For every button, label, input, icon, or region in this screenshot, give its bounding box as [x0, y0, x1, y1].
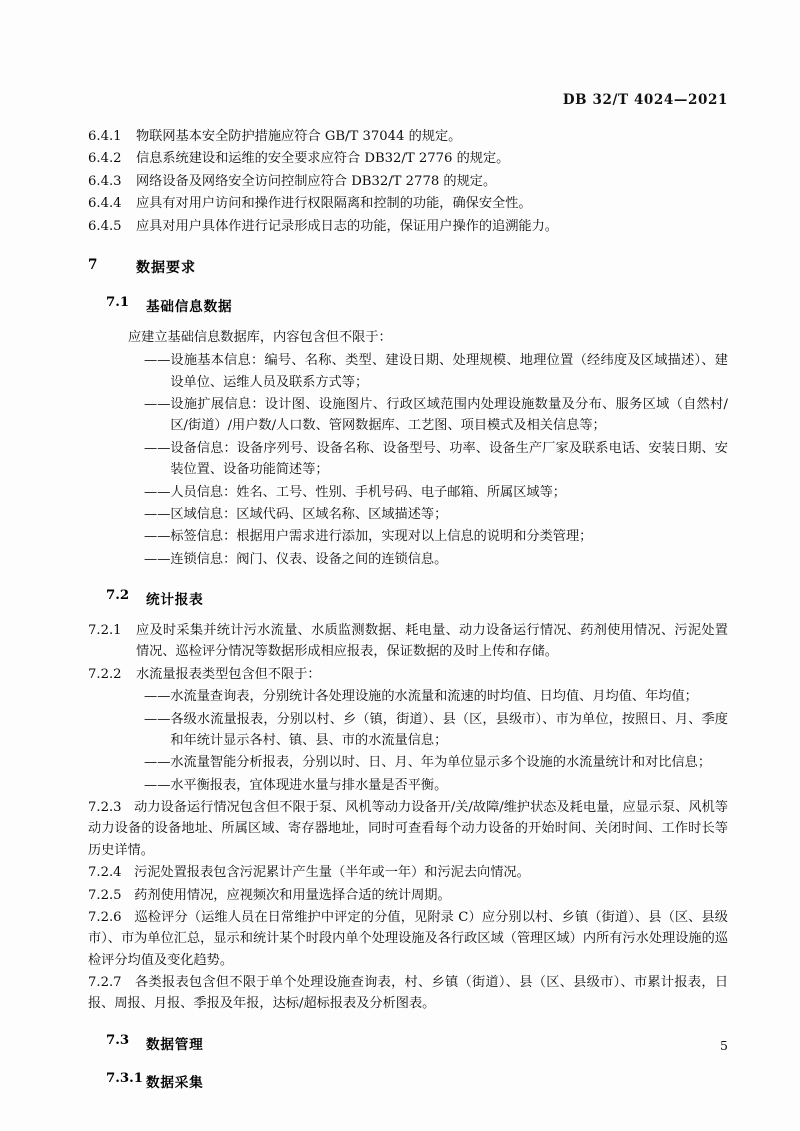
- dash-list-7-1: [88, 350, 728, 570]
- clause-text: 网络设备及网络安全访问控制应符合 DB32/T 2778 的规定。: [136, 173, 497, 189]
- list-item-text: 设备信息：设备序列号、设备名称、设备型号、功率、设备生产厂家及联系电话、安装日期、安装位置、设备功能简述等；: [170, 440, 728, 478]
- list-item: [88, 752, 728, 773]
- section-title: 数据要求: [136, 259, 196, 276]
- dash-list-7-2-2: [88, 686, 728, 796]
- clause-number: 7.2.2: [88, 666, 122, 682]
- clause-7-2-2: [88, 664, 728, 685]
- clause-item: [88, 171, 728, 192]
- clause-item: [88, 126, 728, 147]
- clause-text: 信息系统建设和运维的安全要求应符合 DB32/T 2776 的规定。: [136, 151, 510, 167]
- dash-marker: ——: [144, 397, 171, 412]
- section-heading-7: [88, 257, 728, 277]
- list-item: [88, 775, 728, 796]
- clause-number: 6.4.3: [88, 173, 122, 189]
- list-item: [88, 482, 728, 503]
- list-item: [88, 504, 728, 525]
- list-item-text: 水流量智能分析报表，分别以时、日、月、年为单位显示多个设施的水流量统计和对比信息；: [170, 755, 712, 771]
- list-item: [88, 350, 728, 393]
- clause-text-inline: 巡检评分（运维人员在日常维护中评定的分值，见附录 C）应分别以村、乡镇（街道）、县（区、县级市）、市为单位汇总，显示和统计某个时段内单个处理设施及各行政区域（管理区域）内所有污水处理设施的巡检评分均值及变化趋势。: [88, 909, 728, 968]
- subsection-number: 7.1: [106, 294, 130, 310]
- dash-marker: ——: [144, 440, 171, 456]
- list-item-text: 标签信息：根据用户需求进行添加，实现对以上信息的说明和分类管理；: [170, 529, 593, 545]
- clause-number-inline: 7.2.6: [88, 909, 122, 925]
- list-item: [88, 549, 728, 570]
- subsection-title: 数据管理: [146, 1036, 204, 1053]
- clause-number-inline: 7.2.5: [88, 887, 122, 903]
- list-item-text: 设施扩展信息：设计图、设施图片、行政区域范围内处理设施数量及分布、服务区域（自然村/区/街道）/用户数/人口数、管网数据库、工艺图、项目模式及相关信息等；: [170, 397, 728, 434]
- page-number: 5: [720, 1038, 728, 1053]
- clause-item: [88, 193, 728, 214]
- clause-text: 水流量报表类型包含但不限于：: [136, 666, 321, 682]
- clause-number: 6.4.5: [88, 218, 122, 234]
- dash-marker: ——: [144, 529, 171, 545]
- clause-text: 应具有对用户访问和操作进行权限隔离和控制的功能，确保安全性。: [136, 196, 532, 212]
- clause-7-2-6: [88, 907, 728, 971]
- list-item-text: 连锁信息：阀门、仪表、设备之间的连锁信息。: [170, 551, 448, 567]
- section-heading-7-2: [88, 588, 728, 608]
- dash-marker: ——: [144, 551, 171, 567]
- clause-number: 6.4.2: [88, 151, 122, 167]
- clause-text: 物联网基本安全防护措施应符合 GB/T 37044 的规定。: [136, 129, 462, 144]
- clause-text: 应具对用户具体作进行记录形成日志的功能，保证用户操作的追溯能力。: [136, 218, 558, 234]
- subsection-number: 7.3.1: [106, 1070, 144, 1086]
- clause-item: [88, 148, 728, 169]
- list-item: [88, 686, 728, 707]
- list-item: [88, 438, 728, 481]
- clause-7-2-3: [88, 797, 728, 861]
- clause-7-2-5: [88, 885, 728, 906]
- list-item-text: 区域信息：区域代码、区域名称、区域描述等；: [170, 506, 448, 522]
- list-item: [88, 394, 728, 437]
- dash-marker: ——: [144, 484, 171, 500]
- dash-marker: ——: [144, 506, 171, 522]
- clause-number: 7.2.1: [88, 623, 122, 638]
- list-item-text: 设施基本信息：编号、名称、类型、建设日期、处理规模、地理位置（经纬度及区域描述）、建设单位、运维人员及联系方式等；: [170, 353, 728, 390]
- dash-marker: ——: [144, 711, 171, 727]
- clause-text: 应及时采集并统计污水流量、水质监测数据、耗电量、动力设备运行情况、药剂使用情况、污泥处置情况、巡检评分情况等数据形成相应报表，保证数据的及时上传和存储。: [136, 623, 728, 660]
- clause-text-inline: 药剂使用情况，应视频次和用量选择合适的统计周期。: [134, 887, 451, 903]
- subsection-title: 数据采集: [146, 1074, 204, 1091]
- dash-marker: ——: [144, 755, 171, 771]
- section-heading-7-3: [88, 1033, 728, 1053]
- clause-7-2-4: [88, 862, 728, 883]
- dash-marker: ——: [144, 689, 171, 705]
- clause-number-inline: 7.2.3: [88, 800, 122, 815]
- lead-in-text: 应建立基础信息数据库，内容包含但不限于：: [128, 329, 392, 345]
- clause-7-2-1: [88, 620, 728, 663]
- clause-text-inline: 动力设备运行情况包含但不限于泵、风机等动力设备开/关/故障/维护状态及耗电量，应显示泵、风机等动力设备的设备地址、所属区域、寄存器地址，同时可查看每个动力设备的开始时间、关闭时间、工作时长等历史详情。: [88, 800, 728, 858]
- page-content: [88, 92, 728, 1103]
- list-item-text: 水平衡报表，宜体现进水量与排水量是否平衡。: [170, 777, 448, 793]
- clause-item: [88, 216, 728, 237]
- clause-number: 6.4.4: [88, 196, 122, 212]
- clause-7-2-7: [88, 972, 728, 1015]
- subsection-title: 基础信息数据: [146, 298, 233, 315]
- clause-number-inline: 7.2.7: [88, 975, 122, 990]
- clause-text-inline: 各类报表包含但不限于单个处理设施查询表，村、乡镇（街道）、县（区、县级市）、市累计报表，日报、周报、月报、季报及年报，达标/超标报表及分析图表。: [88, 975, 729, 1012]
- list-item-text: 水流量查询表，分别统计各处理设施的水流量和流速的时均值、日均值、月均值、年均值；: [170, 689, 698, 705]
- list-item-text: 各级水流量报表，分别以村、乡（镇，街道）、县（区，县级市）、市为单位，按照日、月、季度和年统计显示各村、镇、县、市的水流量信息；: [170, 711, 728, 748]
- subsection-number: 7.3: [106, 1032, 130, 1048]
- list-item: [88, 526, 728, 547]
- dash-marker: ——: [144, 353, 171, 369]
- section-heading-7-1: [88, 295, 728, 315]
- list-item-text: 人员信息：姓名、工号、性别、手机号码、电子邮箱、所属区域等；: [170, 484, 566, 500]
- clause-number: 6.4.1: [88, 129, 122, 144]
- page-header-standard-id: DB 32/T 4024—2021: [562, 92, 728, 108]
- subsection-number: 7.2: [106, 588, 130, 603]
- list-item: [88, 709, 728, 752]
- subsection-title: 统计报表: [146, 592, 204, 608]
- clause-text-inline: 污泥处置报表包含污泥累计产生量（半年或一年）和污泥去向情况。: [134, 865, 530, 881]
- section-number: 7: [88, 256, 98, 273]
- clause-group-6-4: [88, 126, 728, 237]
- section-heading-7-3-1: [88, 1071, 728, 1091]
- clause-number-inline: 7.2.4: [88, 865, 122, 881]
- dash-marker: ——: [144, 777, 171, 793]
